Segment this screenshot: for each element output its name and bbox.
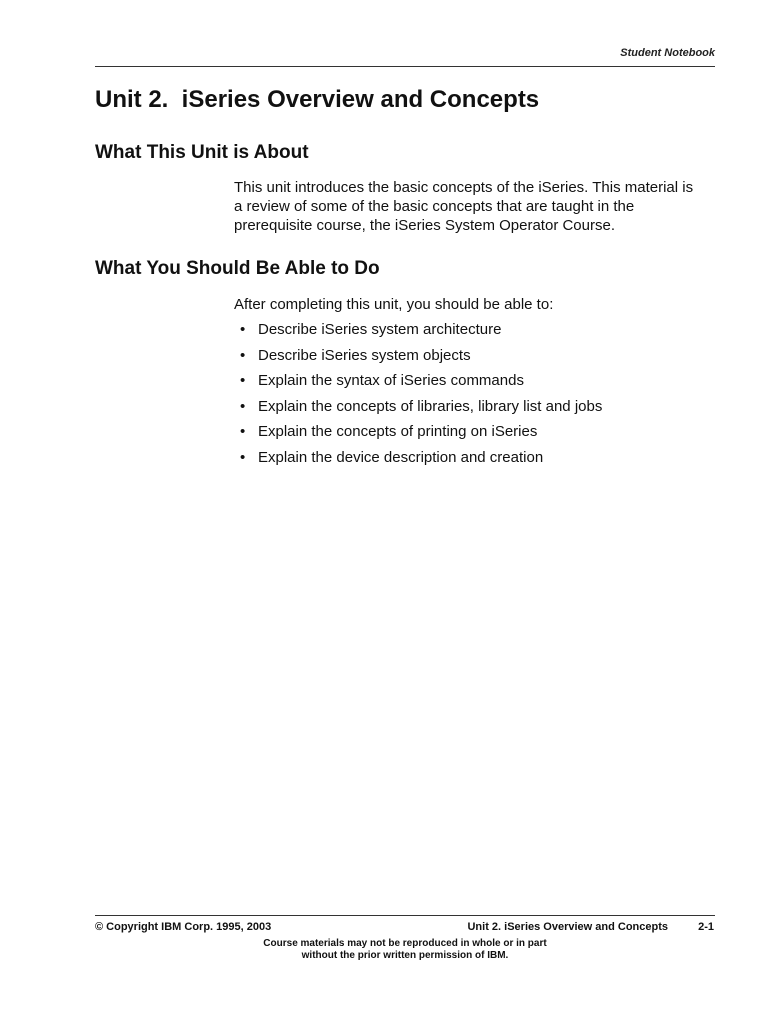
list-item	[240, 346, 602, 372]
notice-line-2: without the prior written permission of IBM.	[301, 950, 509, 961]
notice-line-1: Course materials may not be reproduced in whole or in part	[263, 938, 547, 949]
footer-notice	[95, 938, 715, 962]
objectives-list	[240, 320, 602, 474]
unit-title: Unit 2. iSeries Overview and Concepts	[95, 86, 540, 113]
list-item	[240, 371, 602, 397]
objective-text: Describe iSeries system objects	[258, 346, 471, 364]
bullet-icon: •	[240, 448, 246, 466]
section-heading-about: What This Unit is About	[95, 142, 309, 163]
footer-copyright: © Copyright IBM Corp. 1995, 2003	[95, 921, 272, 933]
bullet-icon: •	[240, 397, 246, 415]
footer-rule	[95, 915, 715, 916]
about-line-2: a review of some of the basic concepts that are taught in the	[234, 198, 635, 215]
list-item	[240, 320, 602, 346]
objective-text: Explain the syntax of iSeries commands	[258, 372, 524, 390]
objective-text: Explain the concepts of libraries, library list and jobs	[258, 397, 603, 415]
bullet-icon: •	[240, 321, 246, 338]
list-item	[240, 397, 602, 423]
bullet-icon: •	[240, 423, 246, 441]
bullet-icon: •	[240, 346, 246, 364]
about-paragraph	[234, 178, 724, 235]
objective-text: Describe iSeries system architecture	[258, 321, 502, 338]
section-heading-objectives: What You Should Be Able to Do	[95, 258, 380, 279]
objective-text: Explain the device description and creation	[258, 448, 544, 466]
about-line-1: This unit introduces the basic concepts of the iSeries. This material is	[234, 179, 694, 196]
objectives-intro: After completing this unit, you should be able to:	[234, 296, 554, 313]
about-line-3: prerequisite course, the iSeries System Operator Course.	[234, 217, 615, 234]
list-item	[240, 448, 602, 474]
page-number: 2-1	[698, 921, 714, 933]
list-item	[240, 422, 602, 448]
running-header: Student Notebook	[620, 47, 715, 59]
footer-unit-title: Unit 2. iSeries Overview and Concepts	[467, 921, 668, 933]
objective-text: Explain the concepts of printing on iSeries	[258, 423, 538, 441]
bullet-icon: •	[240, 372, 246, 390]
header-rule	[95, 66, 715, 67]
